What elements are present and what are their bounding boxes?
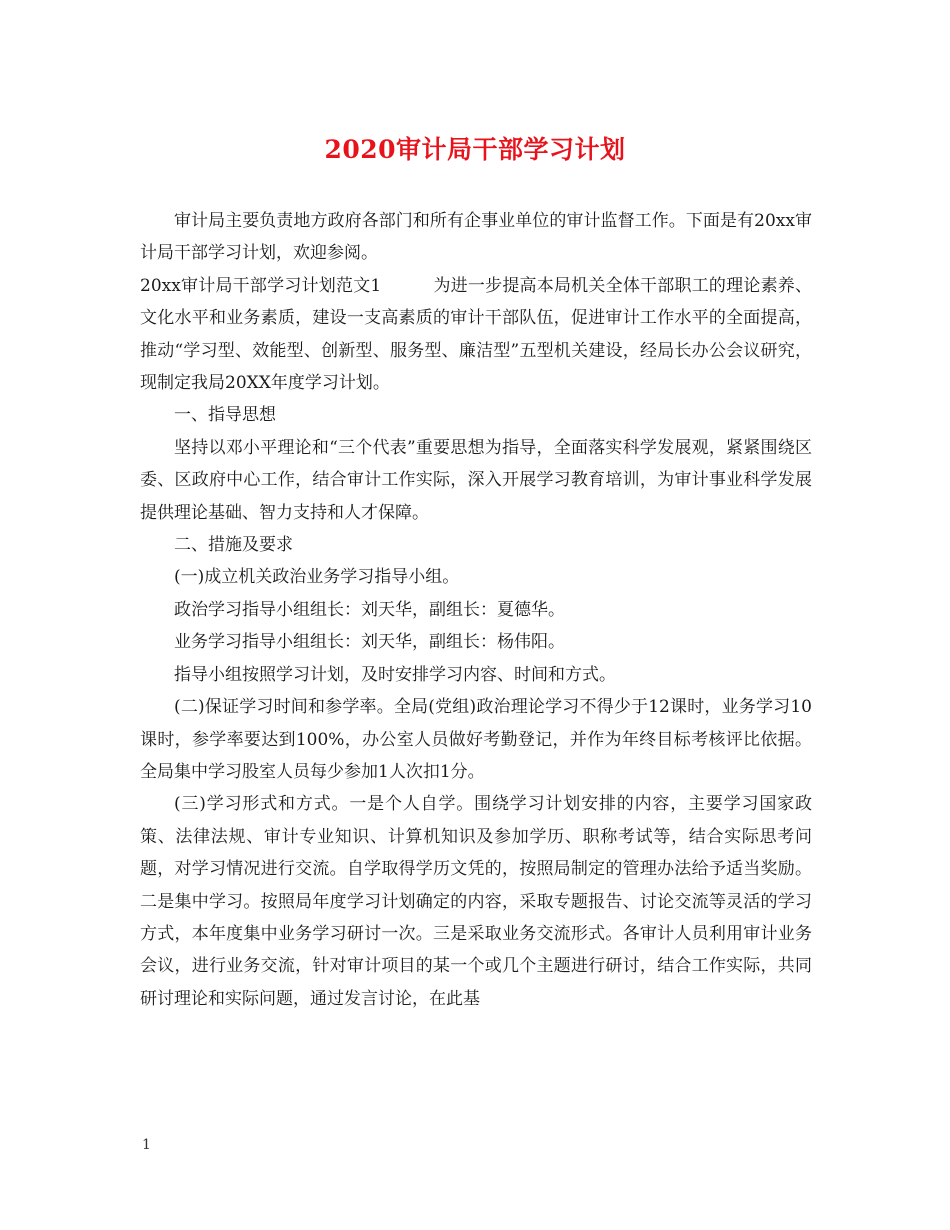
item-line-group-duty: 指导小组按照学习计划，及时安排学习内容、时间和方式。	[174, 664, 616, 685]
section-body-guiding-ideology: 坚持以邓小平理论和“三个代表”重要思想为指导，全面落实科学发展观，紧紧围绕区委、区政府中心工作，结合审计工作实际，深入开展学习教育培训，为审计事业科学发展提供理论基础、智力支持和人才保障。	[140, 437, 812, 523]
intro-paragraph: 审计局主要负责地方政府各部门和所有企事业单位的审计监督工作。下面是有20xx审计局干部学习计划，欢迎参阅。	[140, 211, 812, 264]
section-heading-measures: 二、措施及要求	[174, 535, 293, 556]
item-heading-study-group: (一)成立机关政治业务学习指导小组。	[174, 567, 460, 588]
sample-heading: 20xx审计局干部学习计划范文1	[140, 275, 382, 296]
item-study-time: (二)保证学习时间和参学率。全局(党组)政治理论学习不得少于12课时，业务学习10课时，参学率要达到100%，办公室人员做好考勤登记，并作为年终目标考核评比依据。全局集中学习股室人员每少参加1人次扣1分。	[140, 697, 812, 782]
section-heading-guiding-ideology: 一、指导思想	[174, 405, 276, 426]
page-number: 1	[142, 1137, 151, 1153]
item-line-business-group: 业务学习指导小组组长：刘天华，副组长：杨伟阳。	[174, 632, 565, 653]
item-line-political-group: 政治学习指导小组组长：刘天华，副组长：夏德华。	[174, 599, 565, 620]
sample-intro: 为进一步提高本局机关全体干部职工的理论素养、文化水平和业务素质，建设一支高素质的审计干部队伍，促进审计工作水平的全面提高，推动“学习型、效能型、创新型、服务型、廉洁型”五型机关建设，经局长办公会议研究，现制定我局20XX年度学习计划。	[140, 275, 813, 394]
item-study-form: (三)学习形式和方式。一是个人自学。围绕学习计划安排的内容，主要学习国家政策、法律法规、审计专业知识、计算机知识及参加学历、职称考试等，结合实际思考问题，对学习情况进行交流。自学取得学历文凭的，按照局制定的管理办法给予适当奖励。二是集中学习。按照局年度学习计划确定的内容，采取专题报告、讨论交流等灵活的学习方式，本年度集中业务学习研讨一次。三是采取业务交流形式。各审计人员利用审计业务会议，进行业务交流，针对审计项目的某一个或几个主题进行研讨，结合工作实际，共同研讨理论和实际问题，通过发言讨论，在此基	[140, 794, 812, 1009]
document-body	[140, 205, 812, 1015]
sample-paragraph	[140, 270, 812, 400]
page-title: 2020审计局干部学习计划	[324, 135, 626, 164]
